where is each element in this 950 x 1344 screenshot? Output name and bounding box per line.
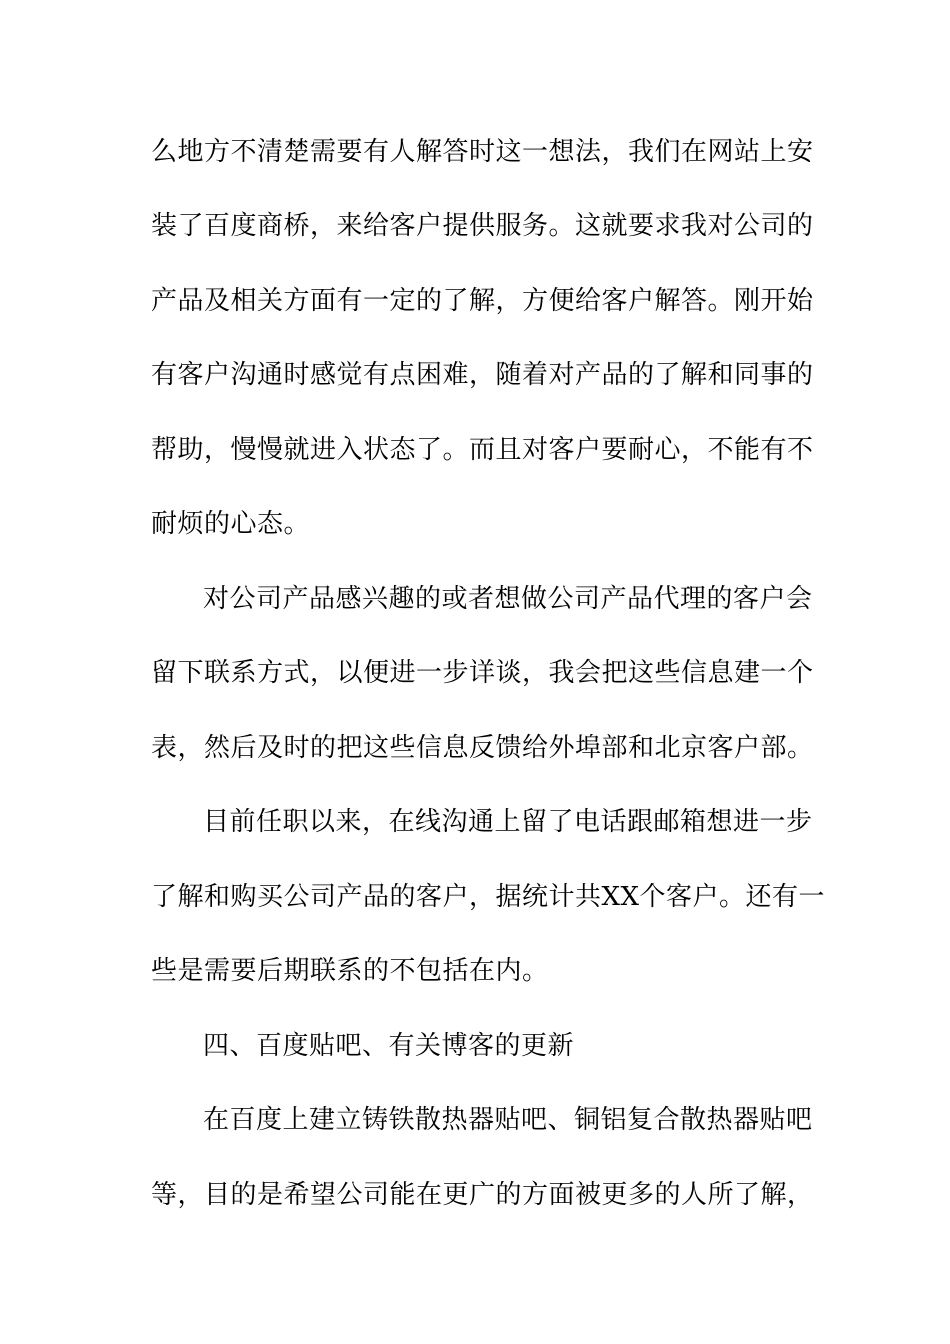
text-line: 产品及相关方面有一定的了解，方便给客户解答。刚开始 [151, 286, 814, 316]
section-heading: 四、百度贴吧、有关博客的更新 [203, 1031, 575, 1061]
text-line: 帮助，慢慢就进入状态了。而且对客户要耐心，不能有不 [151, 435, 814, 465]
paragraph-first-line: 目前任职以来，在线沟通上留了电话跟邮箱想进一步 [203, 807, 813, 837]
text-line: 等，目的是希望公司能在更广的方面被更多的人所了解， [151, 1180, 814, 1210]
text-line: 么地方不清楚需要有人解答时这一想法，我们在网站上安 [151, 137, 814, 167]
paragraph-first-line: 对公司产品感兴趣的或者想做公司产品代理的客户会 [203, 584, 813, 614]
text-line: 表，然后及时的把这些信息反馈给外埠部和北京客户部。 [151, 733, 814, 763]
text-line: 些是需要后期联系的不包括在内。 [151, 956, 549, 986]
text-line: 有客户沟通时感觉有点困难，随着对产品的了解和同事的 [151, 360, 814, 390]
paragraph-first-line: 在百度上建立铸铁散热器贴吧、铜铝复合散热器贴吧 [203, 1105, 813, 1135]
text-line: 了解和购买公司产品的客户，据统计共XX个客户。还有一 [151, 882, 826, 912]
text-line: 耐烦的心态。 [151, 509, 311, 539]
text-line: 留下联系方式，以便进一步详谈，我会把这些信息建一个 [151, 658, 814, 688]
text-line: 装了百度商桥，来给客户提供服务。这就要求我对公司的 [151, 211, 814, 241]
